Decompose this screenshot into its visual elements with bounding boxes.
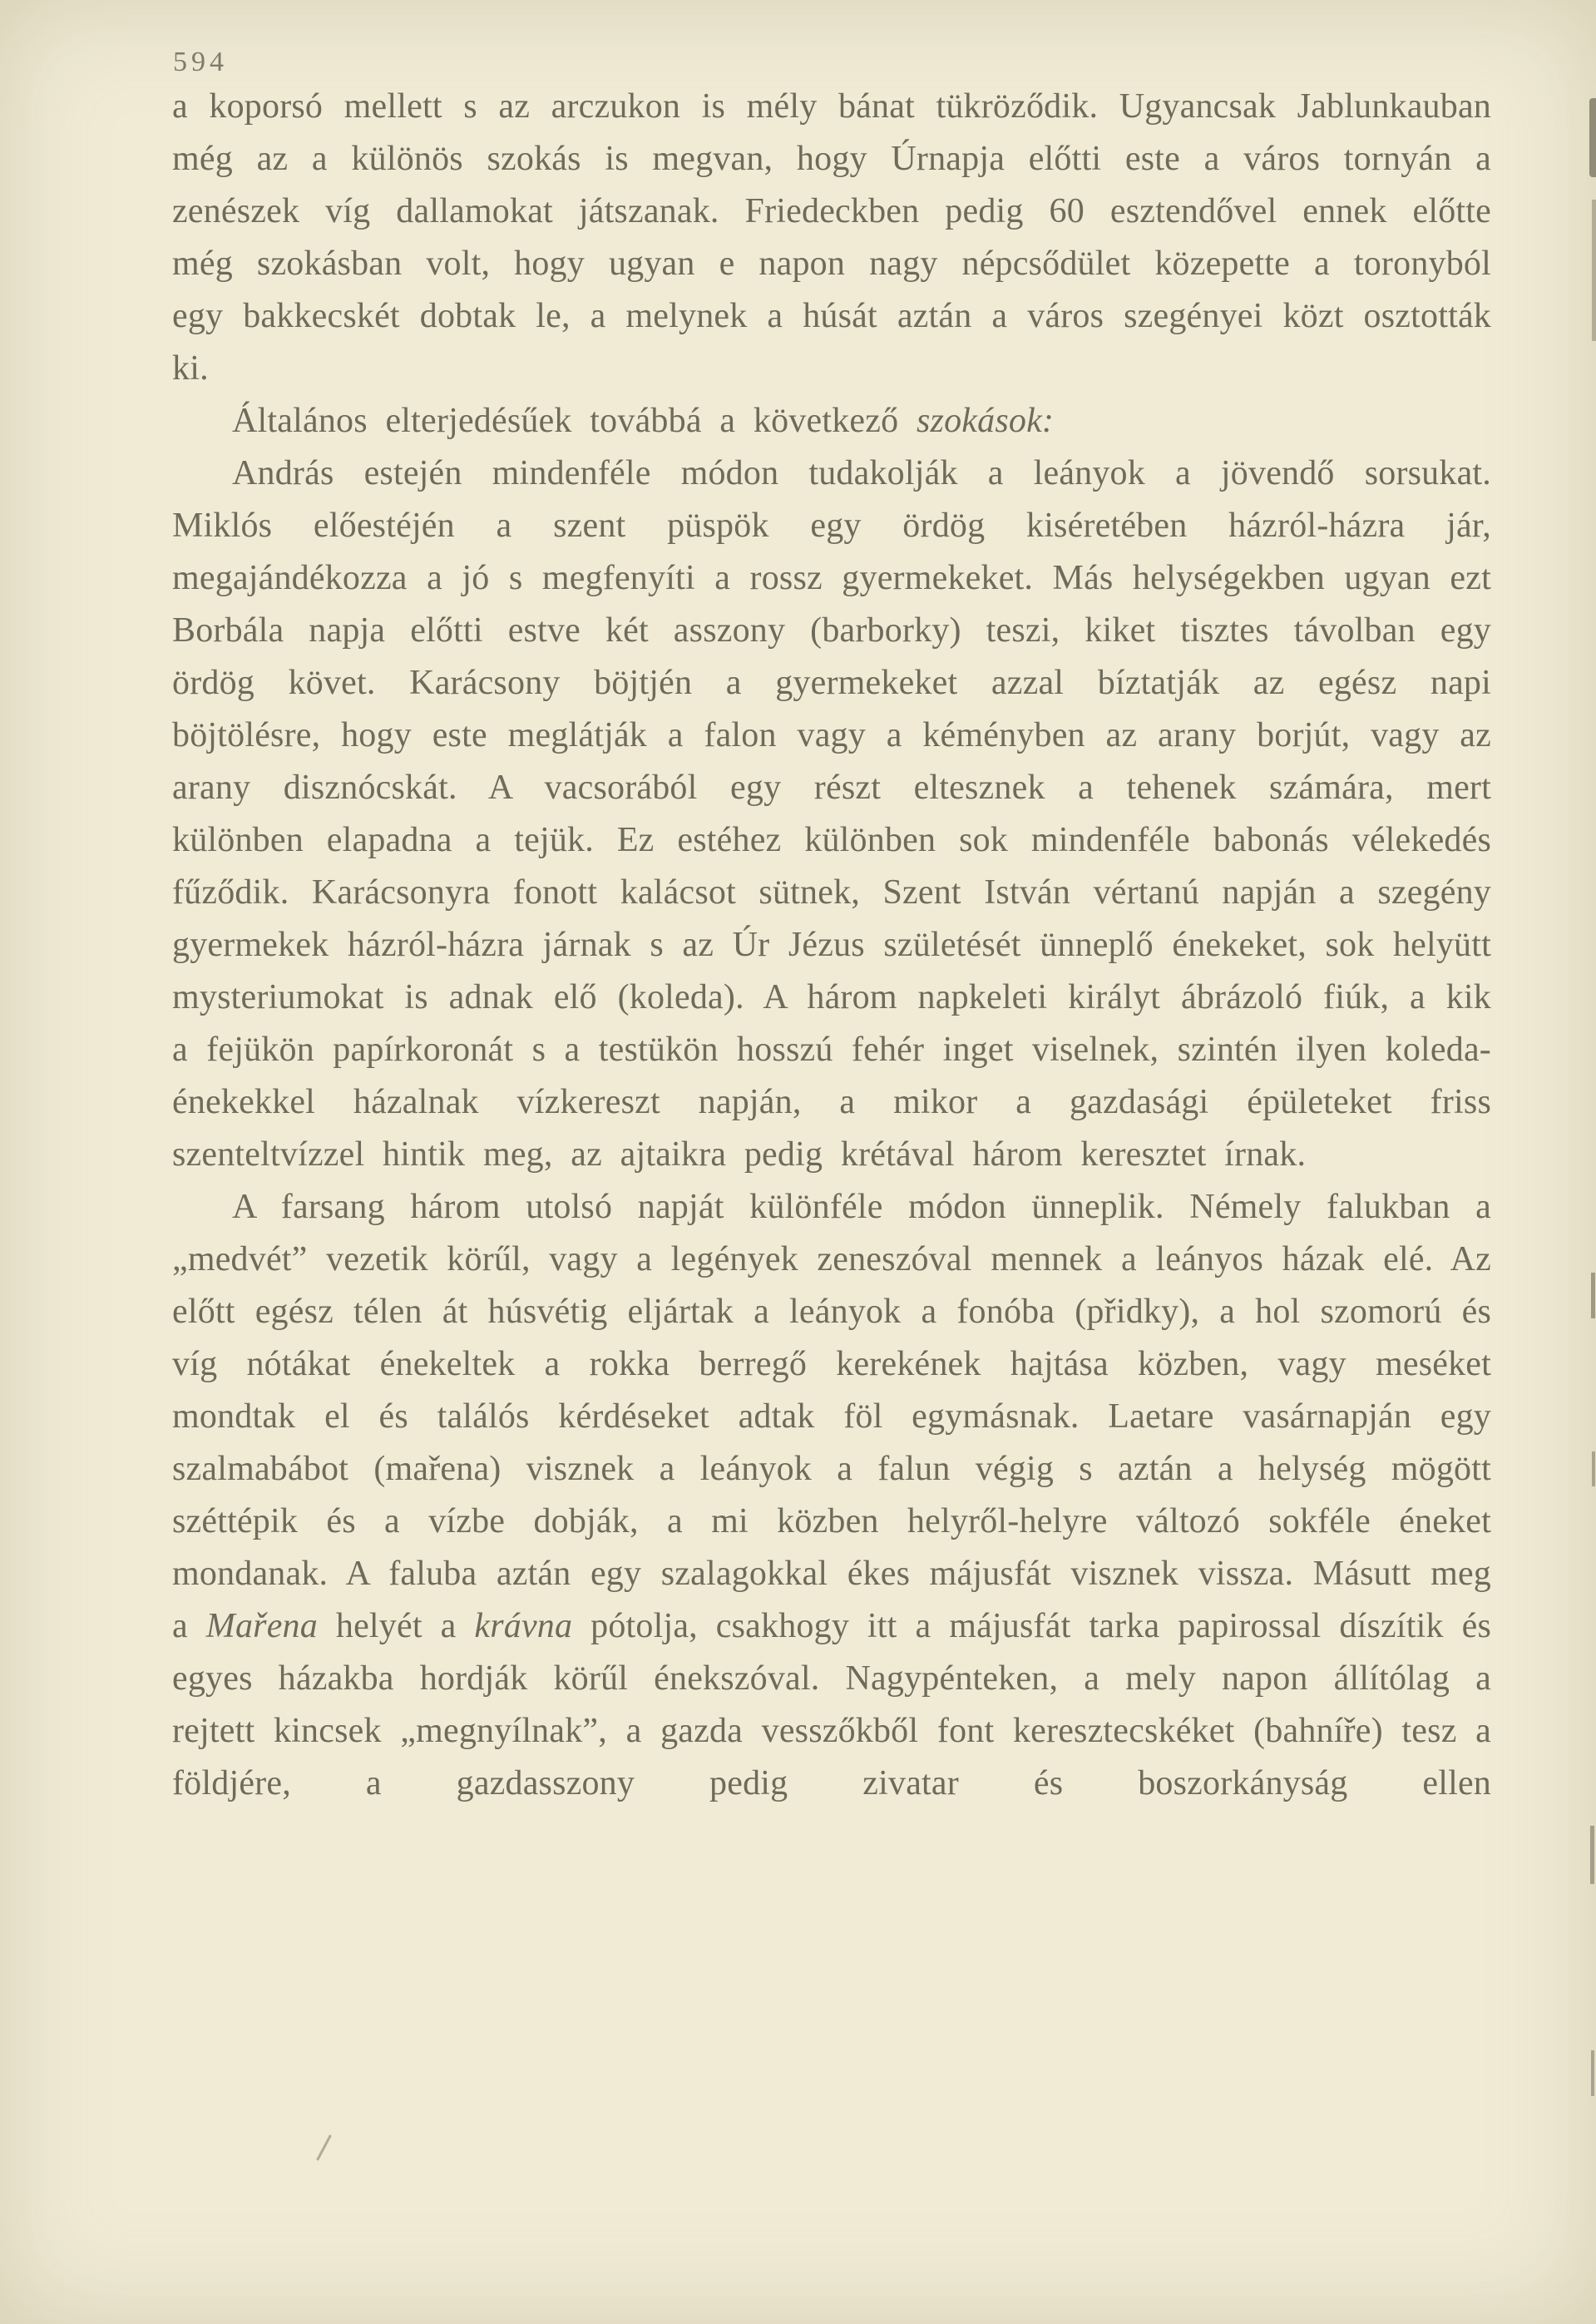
italic-text-run: Mařena bbox=[205, 1607, 318, 1645]
italic-text-run: szokások: bbox=[917, 402, 1055, 440]
paragraph bbox=[172, 447, 1491, 1181]
pencil-mark bbox=[316, 2134, 332, 2160]
paragraph bbox=[172, 1181, 1491, 1810]
scan-edge-mark bbox=[1590, 1826, 1594, 1884]
scan-edge-mark bbox=[1591, 2050, 1594, 2096]
text-run: Általános elterjedésűek továbbá a következő bbox=[232, 402, 917, 440]
paragraph bbox=[172, 395, 1491, 447]
text-run: a koporsó mellett s az arczukon is mély bánat tükröződik. Ugyancsak Jablunkauban még az a különös szokás is megvan, hogy Úrnapja előtti este a város tornyán a zenészek víg dallamokat játszanak. Friedeckben pedig 60 esztendővel ennek előtte még szokásban volt, hogy ugyan e napon nagy népcsődület közepette a toronyból egy bakkecskét dobtak le, a melynek a húsát aztán a város szegényei közt osztották ki. bbox=[172, 87, 1491, 388]
scan-edge-mark bbox=[1591, 1273, 1595, 1318]
text-run: András estején mindenféle módon tudakolják a leányok a jövendő sorsukat. Miklós előestéjén a szent püspök egy ördög kiséretében házról-házra jár, megajándékozza a jó s megfenyíti a rossz gyermekeket. Más helységekben ugyan ezt Borbála napja előtti estve két asszony (barborky) teszi, kiket tisztes távolban egy ördög követ. Karácsony böjtjén a gyermekeket azzal bíztatják az egész napi böjtölésre, hogy este meglátják a falon vagy a kéményben az arany borjút, vagy az arany disznócskát. A vacsorából egy részt eltesznek a tehenek számára, mert különben elapadna a tejük. Ez estéhez különben sok mindenféle babonás vélekedés fűződik. Karácsonyra fonott kalácsot sütnek, Szent István vértanú napján a szegény gyermekek házról-házra járnak s az Úr Jézus születését ünneplő énekeket, sok helyütt mysteriumokat is adnak elő (koleda). A három napkeleti királyt ábrázoló fiúk, a kik a fejükön papírkoronát s a testükön hosszú fehér inget viselnek, szintén ilyen koleda-énekekkel házalnak vízkereszt napján, a mikor a gazdasági épületeket friss szenteltvízzel hintik meg, az ajtaikra pedig krétával három keresztet írnak. bbox=[172, 454, 1491, 1174]
page-text bbox=[172, 81, 1491, 1810]
paragraph bbox=[172, 81, 1491, 395]
scan-edge-mark bbox=[1592, 200, 1596, 341]
text-run: helyét a bbox=[317, 1607, 475, 1645]
italic-text-run: krávna bbox=[474, 1607, 573, 1645]
text-run: A farsang három utolsó napját különféle módon ünneplik. Némely falukban a „medvét” vezetik körűl, vagy a legények zeneszóval mennek a leányos házak elé. Az előtt egész télen át húsvétig eljártak a leányok a fonóba (přidky), a hol szomorú és víg nótákat énekeltek a rokka berregő kerekének hajtása közben, vagy meséket mondtak el és találós kérdéseket adtak föl egymásnak. Laetare vasárnapján egy szalmabábot (mařena) visznek a leányok a falun végig s aztán a helység mögött széttépik és a vízbe dobják, a mi közben helyről-helyre változó sokféle éneket mondanak. A faluba aztán egy szalagokkal ékes májusfát visznek vissza. Másutt meg a bbox=[172, 1188, 1491, 1645]
text-run: pótolja, csakhogy itt a májusfát tarka papirossal díszítik és egyes házakba hordják körűl énekszóval. Nagypénteken, a mely napon állítólag a rejtett kincsek „megnyílnak”, a gazda vesszőkből font keresztecskéket (bahníře) tesz a földjére, a gazdasszony pedig zivatar és boszorkányság ellen bbox=[172, 1607, 1491, 1802]
scan-edge-mark bbox=[1592, 1451, 1595, 1486]
scan-edge-mark bbox=[1589, 98, 1596, 177]
page-number: 594 bbox=[173, 47, 228, 77]
